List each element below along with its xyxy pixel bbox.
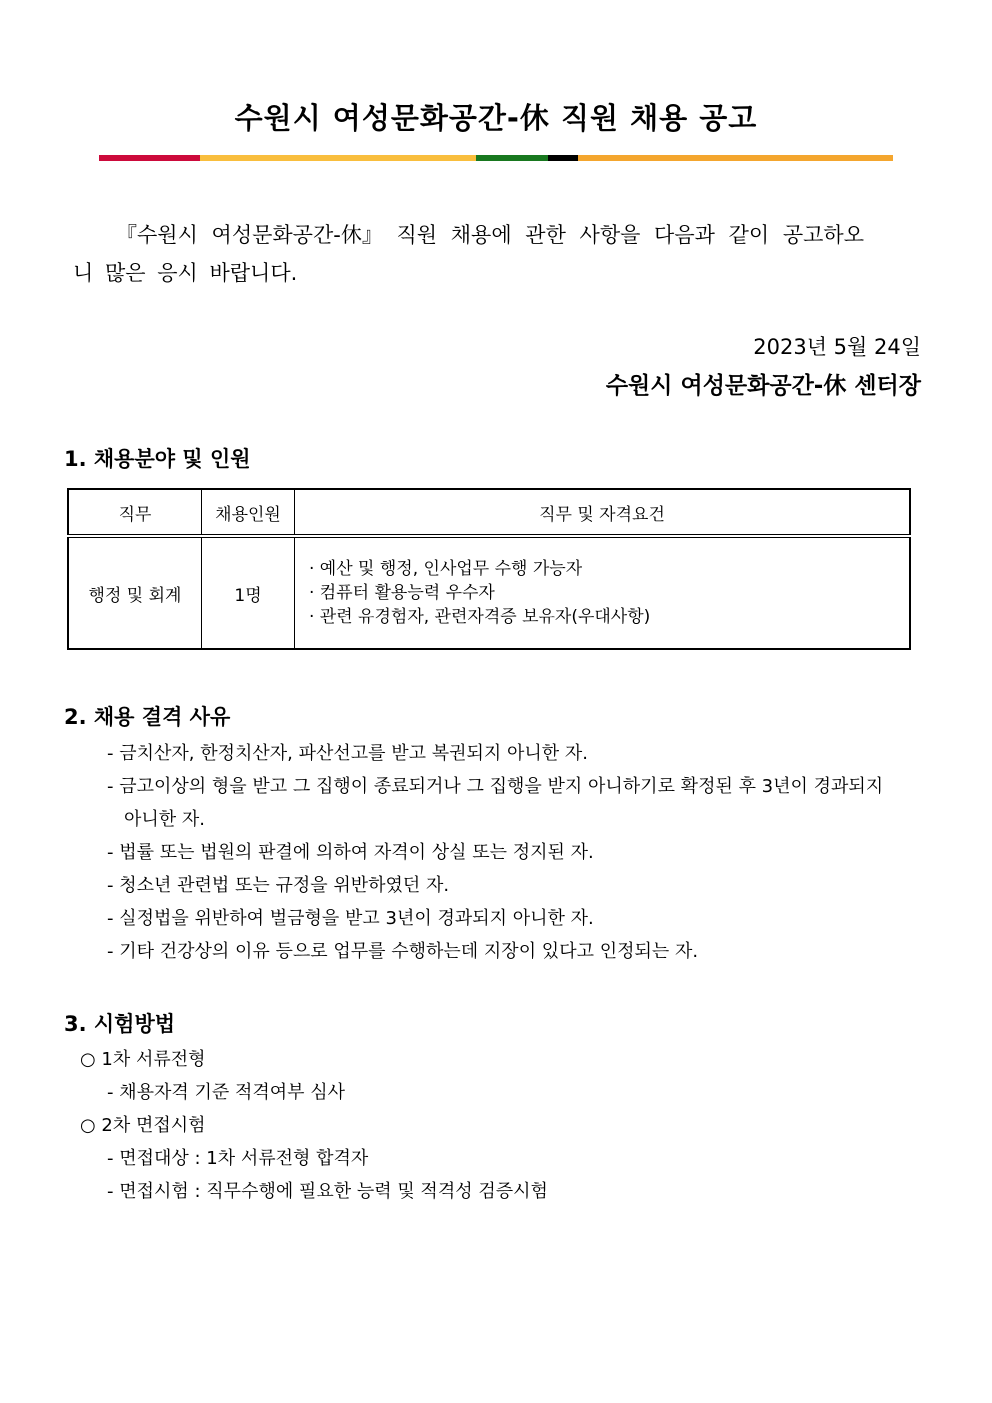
exam-detail: - 면접시험 : 직무수행에 필요한 능력 및 적격성 검증시험 <box>107 1181 548 1202</box>
section3-heading: 3. 시험방법 <box>64 1012 176 1036</box>
disqualification-item: 아니한 자. <box>124 809 205 830</box>
color-bar-black <box>548 155 578 161</box>
section2-heading: 2. 채용 결격 사유 <box>64 705 231 729</box>
exam-detail: - 면접대상 : 1차 서류전형 합격자 <box>107 1148 369 1169</box>
requirement: · 컴퓨터 활용능력 우수자 <box>309 583 495 603</box>
cell-job: 행정 및 회계 <box>68 536 202 649</box>
page-title: 수원시 여성문화공간-休 직원 채용 공고 <box>234 101 758 135</box>
disqualification-item: - 청소년 관련법 또는 규정을 위반하였던 자. <box>107 875 450 896</box>
header-requirements: 직무 및 자격요건 <box>295 489 911 536</box>
section1-heading: 1. 채용분야 및 인원 <box>64 447 251 471</box>
intro-line2: 니 많은 응시 바랍니다. <box>73 261 298 285</box>
notice-date: 2023년 5월 24일 <box>753 335 921 359</box>
header-count: 채용인원 <box>202 489 295 536</box>
recruitment-table <box>67 488 911 650</box>
exam-stage: ○ 1차 서류전형 <box>80 1049 206 1070</box>
color-bar-red <box>99 155 200 161</box>
exam-stage: ○ 2차 면접시험 <box>80 1115 206 1136</box>
cell-requirements <box>295 536 911 649</box>
color-bar-green <box>476 155 548 161</box>
issuer: 수원시 여성문화공간-休 센터장 <box>605 373 921 399</box>
disqualification-item: - 실정법을 위반하여 벌금형을 받고 3년이 경과되지 아니한 자. <box>107 908 594 929</box>
disqualification-item: - 기타 건강상의 이유 등으로 업무를 수행하는데 지장이 있다고 인정되는 자. <box>107 941 699 962</box>
header-job: 직무 <box>68 489 202 536</box>
color-bar-orange <box>578 155 893 161</box>
disqualification-item: - 금치산자, 한정치산자, 파산선고를 받고 복권되지 아니한 자. <box>107 743 589 764</box>
color-bar-yellow <box>200 155 476 161</box>
disqualification-item: - 금고이상의 형을 받고 그 집행이 종료되거나 그 집행을 받지 아니하기로 확정된 후 3년이 경과되지 <box>107 776 884 797</box>
disqualification-item: - 법률 또는 법원의 판결에 의하여 자격이 상실 또는 정지된 자. <box>107 842 594 863</box>
requirement: · 관련 유경험자, 관련자격증 보유자(우대사항) <box>309 607 651 627</box>
exam-detail: - 채용자격 기준 적격여부 심사 <box>107 1082 346 1103</box>
cell-count: 1명 <box>202 536 295 649</box>
requirement: · 예산 및 행정, 인사업무 수행 가능자 <box>309 559 583 579</box>
intro-line1: 『수원시 여성문화공간-休』 직원 채용에 관한 사항을 다음과 같이 공고하오 <box>116 223 864 247</box>
